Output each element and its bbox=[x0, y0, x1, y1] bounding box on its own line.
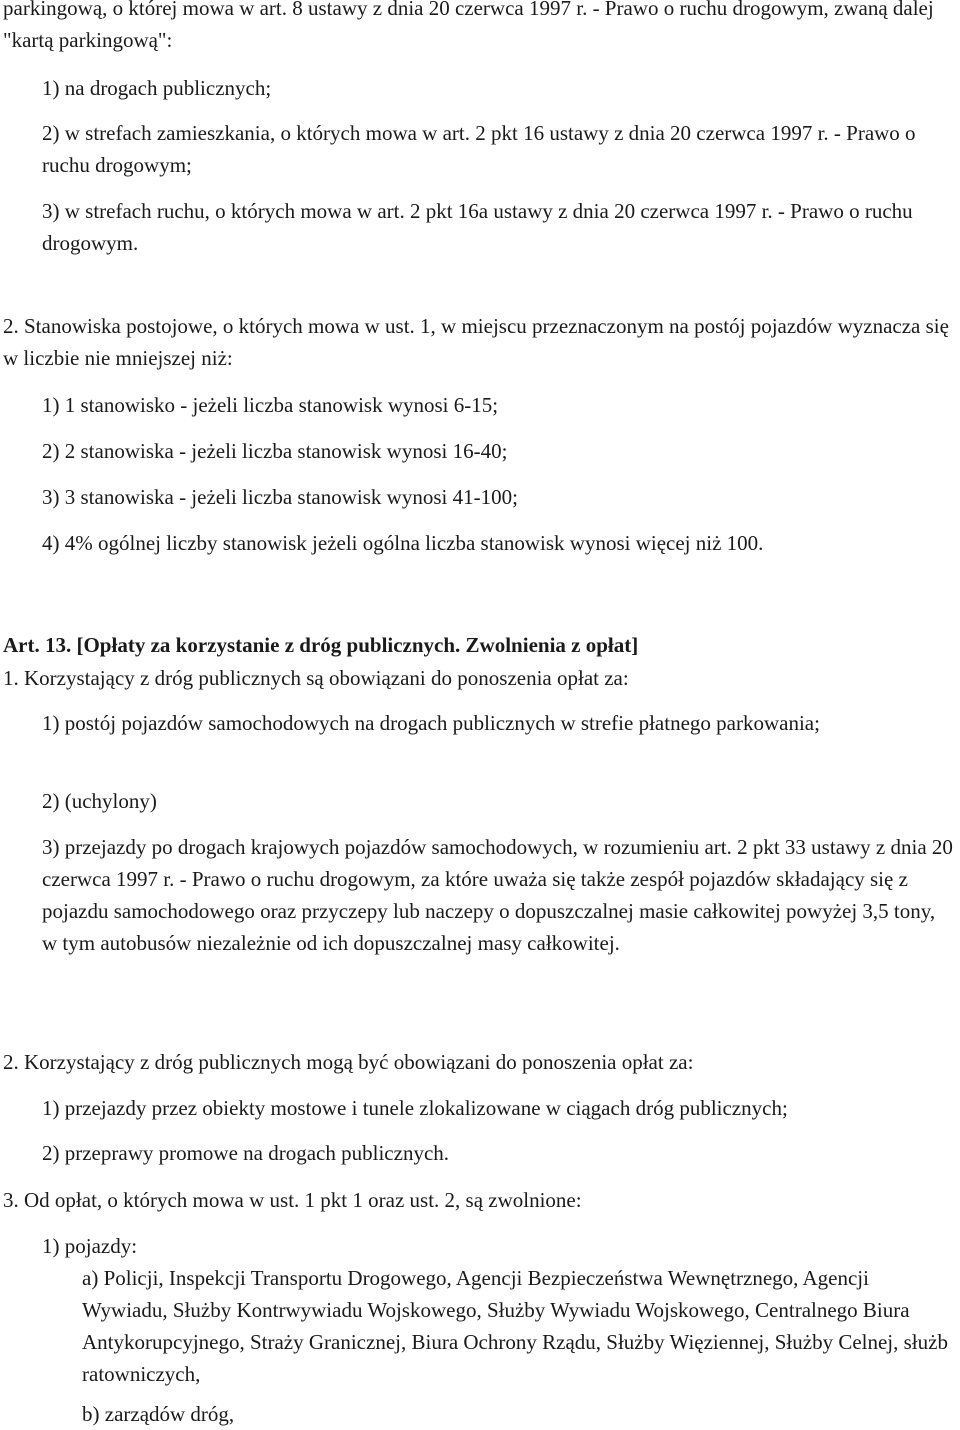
parking-card-fragment: parkingową, o której mowa w art. 8 ustawy z dnia 20 czerwca 1997 r. - Prawo o ruchu drogowym, zwaną dalej "kartą parkingową": bbox=[3, 0, 934, 52]
article-13-paragraph-3: 3. Od opłat, o których mowa w ust. 1 pkt 1 oraz ust. 2, są zwolnione: bbox=[3, 1188, 582, 1212]
list-item: 2) przeprawy promowe na drogach publicznych. bbox=[42, 1141, 450, 1165]
list-item: 3) w strefach ruchu, o których mowa w art. 2 pkt 16a ustawy z dnia 20 czerwca 1997 r. - Prawo o ruchu drogowym. bbox=[42, 199, 913, 255]
list-item: 2) w strefach zamieszkania, o których mowa w art. 2 pkt 16 ustawy z dnia 20 czerwca 1997 r. - Prawo o ruchu drogowym; bbox=[42, 121, 916, 177]
list-item: 3) 3 stanowiska - jeżeli liczba stanowisk wynosi 41-100; bbox=[42, 485, 518, 509]
article-13-paragraph-1: 1. Korzystający z dróg publicznych są obowiązani do ponoszenia opłat za: bbox=[3, 666, 629, 690]
list-item: 1) 1 stanowisko - jeżeli liczba stanowisk wynosi 6-15; bbox=[42, 393, 499, 417]
list-item: 1) na drogach publicznych; bbox=[42, 76, 272, 100]
sub-list-item: a) Policji, Inspekcji Transportu Drogowego, Agencji Bezpieczeństwa Wewnętrznego, Agencji Wywiadu, Służby Kontrwywiadu Wojskowego, Służby Wywiadu Wojskowego, Centralnego Biura Antykorupcyjnego, Straży Granicznej, Biura Ochrony Rządu, Służby Więziennej, Służby Celnej, służb ratowniczych, bbox=[82, 1266, 948, 1386]
list-item: 4) 4% ogólnej liczby stanowisk jeżeli ogólna liczba stanowisk wynosi więcej niż 100. bbox=[42, 531, 764, 555]
article-13-heading: Art. 13. [Opłaty za korzystanie z dróg publicznych. Zwolnienia z opłat] bbox=[3, 633, 639, 657]
article-13-paragraph-2: 2. Korzystający z dróg publicznych mogą być obowiązani do ponoszenia opłat za: bbox=[3, 1050, 694, 1074]
list-item: 3) przejazdy po drogach krajowych pojazdów samochodowych, w rozumieniu art. 2 pkt 33 ustawy z dnia 20 czerwca 1997 r. - Prawo o ruchu drogowym, za które uważa się także zespół pojazdów składający się z pojazdu samochodowego oraz przyczepy lub naczepy o dopuszczalnej masie całkowitej powyżej 3,5 tony, w tym autobusów niezależnie od ich dopuszczalnej masy całkowitej. bbox=[42, 835, 953, 955]
paragraph-2: 2. Stanowiska postojowe, o których mowa w ust. 1, w miejscu przeznaczonym na postój pojazdów wyznacza się w liczbie nie mniejszej niż: bbox=[3, 314, 949, 370]
sub-list-item: b) zarządów dróg, bbox=[82, 1402, 235, 1426]
list-item: 2) (uchylony) bbox=[42, 789, 157, 813]
list-item: 1) przejazdy przez obiekty mostowe i tunele zlokalizowane w ciągach dróg publicznych; bbox=[42, 1096, 788, 1120]
list-item: 1) pojazdy: bbox=[42, 1234, 138, 1258]
list-item: 1) postój pojazdów samochodowych na drogach publicznych w strefie płatnego parkowania; bbox=[42, 711, 820, 735]
list-item: 2) 2 stanowiska - jeżeli liczba stanowisk wynosi 16-40; bbox=[42, 439, 508, 463]
